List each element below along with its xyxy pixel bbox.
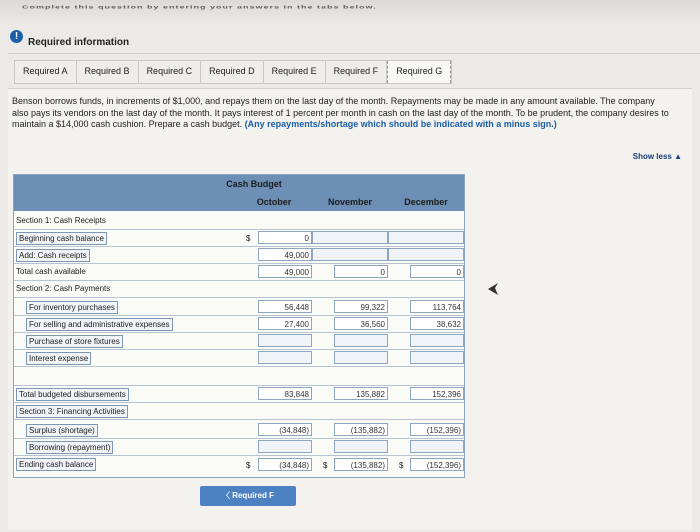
cash-receipts-december[interactable] [388, 248, 464, 261]
total-cash-available-label: Total cash available [16, 267, 86, 276]
description-text: Benson borrows funds, in increments of $1,000, and repays them on the last day of the month. Repayments may be made in any amount available. The company also pays its vendors on the last day of the month. It pays interest of 1 percent per month in cash on the last day of the month. To be prudent, the company desires to maintain a $14,000 cash cushion. Prepare a cash budget. [12, 96, 669, 129]
surplus-october[interactable]: (34,848) [258, 423, 312, 436]
row-divider [14, 332, 464, 333]
tab-required-a[interactable]: Required A [15, 61, 77, 83]
borrowing-november[interactable] [334, 440, 388, 453]
column-november: November [327, 197, 372, 207]
disbursements-november[interactable]: 135,882 [334, 387, 388, 400]
row-divider [14, 297, 464, 298]
borrowing-repayment-label: Borrowing (repayment) [26, 441, 113, 454]
required-information-heading: Required information [28, 37, 130, 48]
selling-admin-november[interactable]: 36,560 [334, 317, 388, 330]
surplus-december[interactable]: (152,396) [410, 423, 464, 436]
row-divider [14, 349, 464, 350]
row-divider [14, 402, 464, 403]
selling-admin-october[interactable]: 27,400 [258, 317, 312, 330]
disbursements-december[interactable]: 152,396 [410, 387, 464, 400]
section-1-label: Section 1: Cash Receipts [16, 216, 106, 225]
tab-required-g[interactable]: Required G [387, 61, 451, 83]
mouse-cursor-icon [487, 282, 499, 296]
tab-required-b[interactable]: Required B [77, 61, 139, 83]
ending-cash-october[interactable]: (34,848) [258, 458, 312, 471]
row-divider [14, 385, 464, 386]
ending-cash-november[interactable]: (135,882) [334, 458, 388, 471]
description-note: (Any repayments/shortage which should be indicated with a minus sign.) [244, 119, 557, 129]
row-divider [14, 229, 464, 230]
interest-november[interactable] [334, 351, 388, 364]
currency-symbol: $ [246, 461, 251, 470]
beginning-cash-december[interactable] [388, 231, 464, 244]
cash-receipts-october[interactable]: 49,000 [258, 248, 312, 261]
back-to-required-f-button[interactable]: 〈 Required F [200, 486, 296, 506]
beginning-cash-october[interactable]: 0 [258, 231, 312, 244]
store-fixtures-december[interactable] [410, 334, 464, 347]
currency-symbol: $ [399, 461, 404, 470]
inventory-october[interactable]: 56,448 [258, 300, 312, 313]
total-available-october[interactable]: 49,000 [258, 265, 312, 278]
show-less-link[interactable]: Show less ▲ [632, 152, 682, 161]
row-divider [14, 280, 464, 281]
inventory-december[interactable]: 113,764 [410, 300, 464, 313]
tab-required-c[interactable]: Required C [139, 61, 202, 83]
divider [8, 53, 700, 54]
column-october: October [256, 197, 292, 207]
table-title: Cash Budget [226, 179, 282, 189]
section-2-label: Section 2: Cash Payments [16, 284, 111, 293]
problem-description [12, 96, 672, 131]
selling-admin-december[interactable]: 38,632 [410, 317, 464, 330]
total-available-november[interactable]: 0 [334, 265, 388, 278]
row-divider [14, 455, 464, 456]
row-divider [14, 438, 464, 439]
inventory-purchases-label: For inventory purchases [26, 301, 118, 314]
currency-symbol: $ [323, 461, 328, 470]
interest-october[interactable] [258, 351, 312, 364]
store-fixtures-november[interactable] [334, 334, 388, 347]
store-fixtures-label: Purchase of store fixtures [26, 335, 123, 348]
ending-cash-label: Ending cash balance [16, 458, 96, 471]
interest-december[interactable] [410, 351, 464, 364]
info-icon: ! [10, 30, 23, 43]
tab-required-d[interactable]: Required D [201, 61, 264, 83]
cash-receipts-label: Add: Cash receipts [16, 249, 90, 262]
tab-required-e[interactable]: Required E [264, 61, 326, 83]
borrowing-december[interactable] [410, 440, 464, 453]
row-divider [14, 419, 464, 420]
row-divider [14, 263, 464, 264]
cash-budget-table [13, 174, 465, 478]
surplus-november[interactable]: (135,882) [334, 423, 388, 436]
inventory-november[interactable]: 99,322 [334, 300, 388, 313]
cash-receipts-november[interactable] [312, 248, 388, 261]
row-divider [14, 315, 464, 316]
interest-expense-label: Interest expense [26, 352, 91, 365]
store-fixtures-october[interactable] [258, 334, 312, 347]
selling-admin-label: For selling and administrative expenses [26, 318, 173, 331]
total-disbursements-label: Total budgeted disbursements [16, 388, 129, 401]
tab-bar [14, 60, 452, 84]
row-divider [14, 366, 464, 367]
instructions-text: Complete this question by entering your answers in the tabs below. [22, 4, 377, 10]
beginning-cash-november[interactable] [312, 231, 388, 244]
total-available-december[interactable]: 0 [410, 265, 464, 278]
surplus-shortage-label: Surplus (shortage) [26, 424, 98, 437]
disbursements-october[interactable]: 83,848 [258, 387, 312, 400]
beginning-cash-label: Beginning cash balance [16, 232, 107, 245]
instructions-banner [0, 0, 700, 26]
ending-cash-december[interactable]: (152,396) [410, 458, 464, 471]
tab-required-f[interactable]: Required F [326, 61, 388, 83]
borrowing-october[interactable] [258, 440, 312, 453]
row-divider [14, 246, 464, 247]
section-3-label: Section 3: Financing Activities [16, 405, 128, 418]
column-december: December [404, 197, 448, 207]
currency-symbol: $ [246, 234, 251, 243]
